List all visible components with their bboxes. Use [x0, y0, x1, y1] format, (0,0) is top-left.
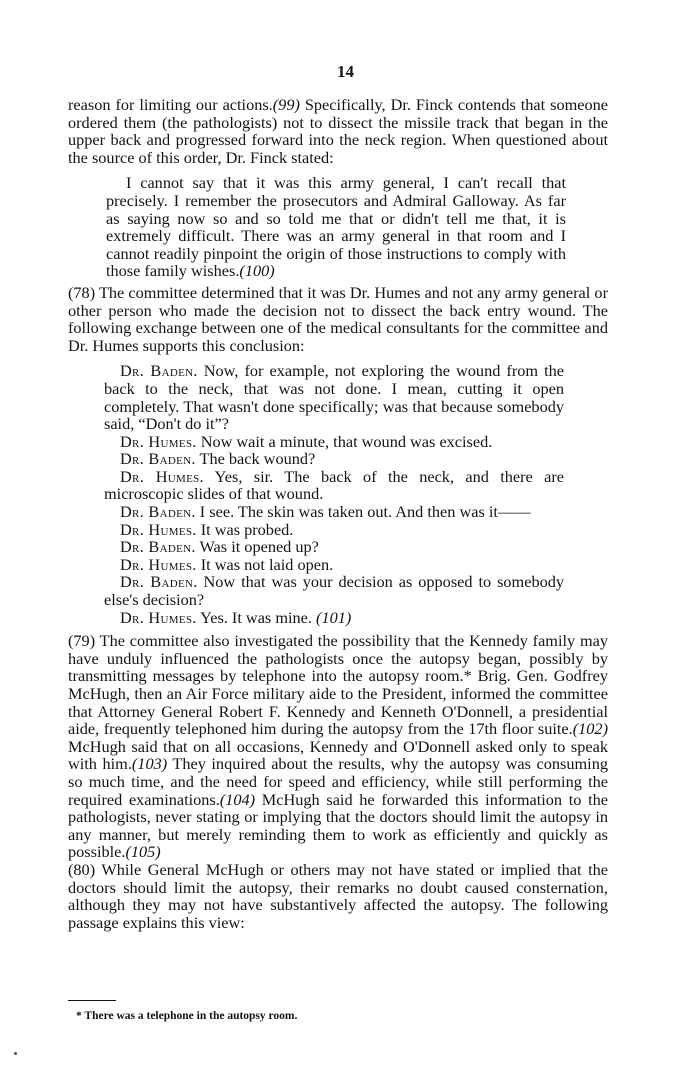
speaker-name: Dr. Humes. [120, 431, 197, 451]
dialogue-text: The back wound? [195, 449, 316, 469]
paragraph-78 [68, 284, 608, 354]
intro-text-after-cite: Specifically, Dr. Finck contends that someone ordered them (the pathologists) not to dissect the missile track that began in the upper back and progressed forward into the neck region. When questioned about the source of this order, Dr. Finck stated: [68, 95, 608, 167]
block-quote [106, 174, 566, 280]
body-text [68, 96, 608, 931]
page-number: 14 [337, 62, 354, 81]
speaker-name: Dr. Baden. [120, 449, 196, 469]
dialogue-line [104, 521, 564, 539]
citation: (100) [239, 261, 275, 281]
speaker-name: Dr. Baden. [120, 502, 196, 522]
footnote-divider [68, 1000, 116, 1001]
dialogue-line [104, 609, 564, 627]
quote-body: I cannot say that it was this army general, I can't recall that precisely. I remember the prosecutors and Admiral Galloway. As far as saying now so and so told me that or didn't tell me that, it is extremely difficult. There was an army general in that room and I cannot readily pinpoint the origin of those instructions to comply with those family wishes. [106, 173, 566, 281]
paragraph-text: McHugh said that on all occasions, Kennedy and O'Donnell asked only to speak with him. [68, 736, 608, 774]
intro-text-before-cite: reason for limiting our actions. [68, 95, 273, 114]
dialogue-text: I see. The skin was taken out. And then was it—— [195, 502, 531, 522]
dialogue-text: It was not laid open. [196, 554, 334, 574]
dialogue-text: Now, for example, not exploring the wound from the back to the neck, that was not done. I mean, cutting it open completely. That wasn't done specifically; was that because somebody said, “Don't do it”? [104, 361, 564, 434]
speaker-name: Dr. Humes. [120, 607, 197, 627]
speaker-name: Dr. Baden. [120, 572, 198, 592]
testimony-exchange [104, 362, 564, 626]
scan-speck [14, 1052, 17, 1055]
dialogue-text: It was probed. [196, 519, 294, 539]
dialogue-line [104, 556, 564, 574]
dialogue-line [104, 538, 564, 556]
speaker-name: Dr. Baden. [120, 361, 198, 381]
paragraph-number: (79) [68, 631, 96, 651]
dialogue-line [104, 573, 564, 608]
paragraph-80 [68, 861, 608, 931]
footnote: * There was a telephone in the autopsy room. [76, 1010, 298, 1022]
dialogue-line [104, 362, 564, 432]
paragraph-number: (78) [68, 282, 96, 302]
dialogue-line [104, 503, 564, 521]
citation: (102) [572, 719, 608, 739]
speaker-name: Dr. Humes. [120, 466, 204, 486]
dialogue-text: Now wait a minute, that wound was excised. [196, 431, 493, 451]
paragraph-text: While General McHugh or others may not have stated or implied that the doctors should limit the autopsy, their remarks no doubt caused consternation, although they may not have substantively affected the autopsy. The following passage explains this view: [68, 859, 608, 932]
quote-text [106, 174, 566, 280]
intro-paragraph [68, 96, 608, 166]
paragraph-79 [68, 632, 608, 861]
dialogue-line [104, 433, 564, 451]
dialogue-line [104, 450, 564, 468]
paragraph-text: McHugh said he forwarded this information to the pathologists, never stating or implying that the doctors should limit the autopsy in any manner, but merely reminding them to work as efficiently and quickly as possible. [68, 789, 608, 862]
dialogue-text: Yes. It was mine. [196, 607, 317, 627]
paragraph-text: The committee determined that it was Dr. Humes and not any army general or other person who made the decision not to dissect the back entry wound. The following exchange between one of the medical consultants for the committee and Dr. Humes supports this conclusion: [68, 282, 608, 355]
citation: (105) [125, 842, 161, 862]
citation: (104) [219, 789, 256, 809]
paragraph-text: The committee also investigated the possibility that the Kennedy family may have unduly influenced the pathologists once the autopsy began, possibly by transmitting messages by telephone into the autopsy room.* Brig. Gen. Godfrey McHugh, then an Air Force military aide to the President, informed the committee that Attorney General Robert F. Kennedy and Kenneth O'Donnell, a presidential aide, frequently telephoned him during the autopsy from the 17th floor suite. [68, 631, 608, 739]
speaker-name: Dr. Humes. [120, 554, 197, 574]
paragraph-text: They inquired about the results, why the autopsy was consuming so much time, and the need for speed and efficiency, while still performing the required examinations. [68, 754, 608, 809]
speaker-name: Dr. Baden. [120, 537, 196, 557]
dialogue-text: Was it opened up? [195, 537, 319, 557]
citation: (101) [316, 607, 352, 627]
citation: (103) [131, 754, 168, 774]
dialogue-text: Yes, sir. The back of the neck, and there are microscopic slides of that wound. [104, 466, 565, 504]
dialogue-line [104, 468, 564, 503]
paragraph-number: (80) [68, 859, 96, 879]
dialogue-text: Now that was your decision as opposed to somebody else's decision? [104, 572, 565, 610]
speaker-name: Dr. Humes. [120, 519, 197, 539]
citation: (99) [272, 95, 300, 114]
